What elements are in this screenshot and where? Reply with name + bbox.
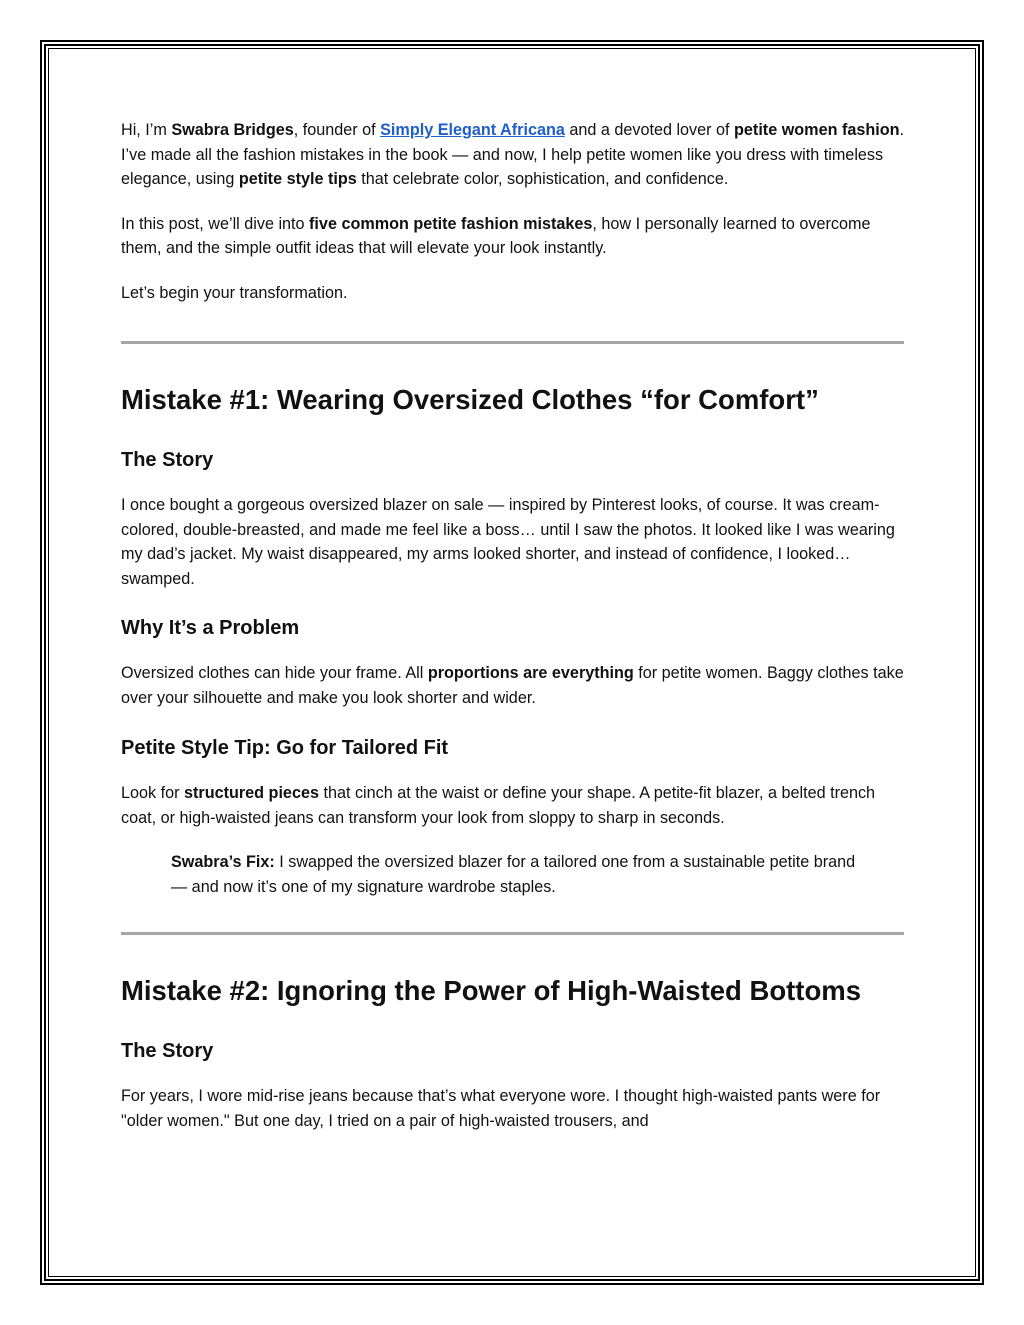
mistake-1-story-heading: The Story — [121, 449, 214, 471]
text: that cinch at the waist or define your shape. A petite-fit blazer, a belted trench coat, or high-waisted jeans can transform your look from sloppy to sharp in seconds. — [121, 784, 876, 827]
mistake-1-tip-heading: Petite Style Tip: Go for Tailored Fit — [121, 737, 449, 759]
fix-label: Swabra’s Fix: — [171, 853, 275, 871]
text: I swapped the oversized blazer for a tailored one from a sustainable petite brand — and now it’s one of my signature wardrobe staples. — [171, 853, 856, 896]
text: , founder of — [293, 121, 381, 139]
bold-text: five common petite fashion mistakes — [309, 214, 593, 233]
intro-paragraph-2 — [121, 212, 906, 261]
intro-paragraph-3: Let’s begin your transformation. — [121, 283, 348, 302]
document-body — [121, 118, 906, 1133]
text: for petite women. Baggy clothes take over your silhouette and make you look shorter and wider. — [121, 664, 904, 707]
mistake-1-story: I once bought a gorgeous oversized blazer on sale — inspired by Pinterest looks, of course. It was cream-colored, double-breasted, and made me feel like a boss… until I saw the photos. It looked like I was wearing my dad’s jacket. My waist disappeared, my arms looked shorter, and instead of confidence, I looked… swamped. — [121, 496, 895, 588]
mistake-1-title: Mistake #1: Wearing Oversized Clothes “for Comfort” — [121, 384, 819, 415]
simply-elegant-africana-link[interactable]: Simply Elegant Africana — [380, 121, 565, 139]
mistake-1-problem-heading: Why It’s a Problem — [121, 617, 300, 639]
mistake-1-problem — [121, 661, 906, 710]
section-divider — [121, 932, 904, 935]
text: . I’ve made all the fashion mistakes in the book — and now, I help petite women like you dress with timeless elegance, using — [121, 121, 905, 188]
bold-text: structured pieces — [184, 784, 319, 802]
text: In this post, we’ll dive into — [121, 214, 310, 233]
text: , how I personally learned to overcome them, and the simple outfit ideas that will elevate your look instantly. — [121, 214, 871, 257]
bold-text: petite style tips — [238, 170, 357, 188]
intro-paragraph — [121, 118, 906, 192]
text: Hi, I’m — [121, 121, 172, 139]
text: Look for — [121, 784, 184, 802]
mistake-2-story: For years, I wore mid-rise jeans because that’s what everyone wore. I thought high-waisted pants were for "older women." But one day, I tried on a pair of high-waisted trousers, and — [121, 1087, 881, 1130]
text: and a devoted lover of — [564, 121, 735, 139]
author-name: Swabra Bridges — [171, 121, 294, 139]
text: Oversized clothes can hide your frame. All — [121, 664, 428, 682]
mistake-2-title: Mistake #2: Ignoring the Power of High-Waisted Bottoms — [121, 975, 862, 1006]
text: that celebrate color, sophistication, and confidence. — [356, 170, 729, 188]
mistake-1-tip — [121, 781, 906, 830]
bold-text: proportions are everything — [427, 664, 634, 682]
mistake-2-story-heading: The Story — [121, 1040, 214, 1062]
section-divider — [121, 341, 904, 344]
swabras-fix — [171, 850, 871, 899]
bold-text: petite women fashion — [734, 121, 900, 139]
